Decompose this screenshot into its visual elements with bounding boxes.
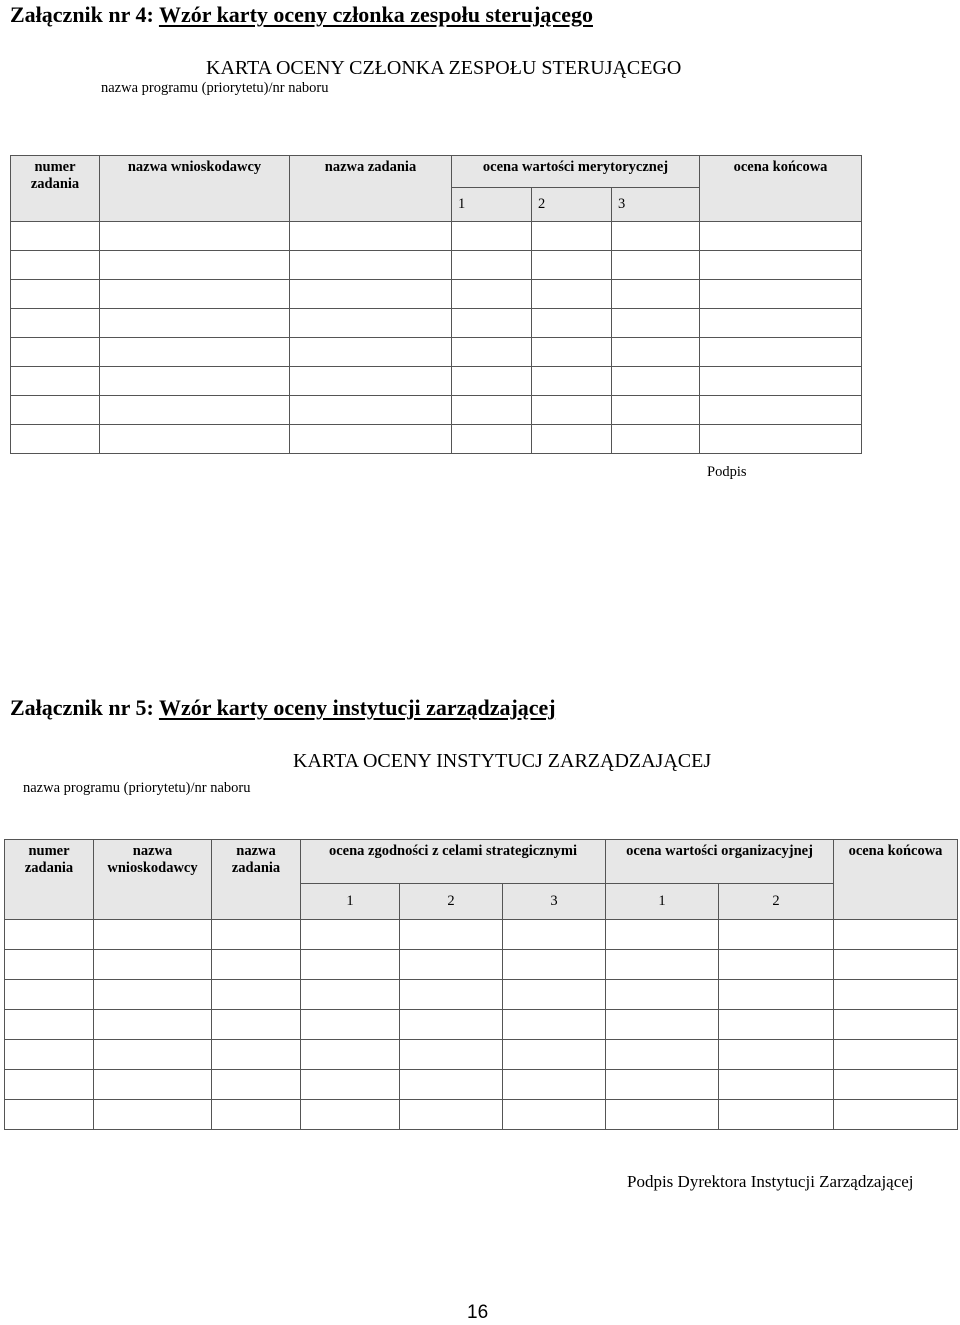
table-cell[interactable]: [503, 950, 606, 980]
section5-signature: Podpis Dyrektora Instytucji Zarządzającej: [627, 1172, 914, 1191]
table-cell[interactable]: [11, 280, 100, 309]
table-row: [11, 367, 862, 396]
table-row: [11, 222, 862, 251]
table-row: [11, 396, 862, 425]
table-cell[interactable]: [612, 338, 700, 367]
table-cell[interactable]: [719, 1100, 834, 1130]
table-cell[interactable]: [612, 309, 700, 338]
table-cell[interactable]: [100, 396, 290, 425]
table-cell[interactable]: [700, 280, 862, 309]
table-cell[interactable]: [94, 1040, 212, 1070]
page-number: 16: [467, 1302, 489, 1323]
table-cell[interactable]: [612, 396, 700, 425]
table-cell[interactable]: [606, 1010, 719, 1040]
col-header-ocena-merytoryczna: ocena wartości merytorycznej: [452, 156, 700, 188]
section5-label: Załącznik nr 5:: [10, 695, 154, 720]
col-header-ocena-koncowa: ocena końcowa: [700, 156, 862, 222]
sub-col-header: 3: [503, 884, 606, 920]
table-cell[interactable]: [301, 920, 400, 950]
section5-card-title: KARTA OCENY INSTYTUCJ ZARZĄDZAJĄCEJ: [293, 750, 712, 772]
sub-col-header: 1: [301, 884, 400, 920]
table-cell[interactable]: [834, 980, 958, 1010]
table-cell[interactable]: [532, 367, 612, 396]
table-cell[interactable]: [532, 338, 612, 367]
table-cell[interactable]: [400, 920, 503, 950]
table-cell[interactable]: [100, 280, 290, 309]
table-cell[interactable]: [612, 425, 700, 454]
table-cell[interactable]: [212, 950, 301, 980]
table-cell[interactable]: [290, 425, 452, 454]
section5-title: Wzór karty oceny instytucji zarządzającej: [158, 695, 556, 720]
table-row: [11, 338, 862, 367]
table-cell[interactable]: [532, 425, 612, 454]
table-cell[interactable]: [834, 950, 958, 980]
table-cell[interactable]: [11, 396, 100, 425]
table-cell[interactable]: [94, 1100, 212, 1130]
table-cell[interactable]: [5, 1070, 94, 1100]
table-row: [5, 1040, 958, 1070]
table-cell[interactable]: [212, 980, 301, 1010]
table-cell[interactable]: [612, 251, 700, 280]
table-cell[interactable]: [212, 1100, 301, 1130]
table-cell[interactable]: [11, 338, 100, 367]
table-cell[interactable]: [400, 1010, 503, 1040]
table-cell[interactable]: [452, 280, 532, 309]
table-cell[interactable]: [452, 367, 532, 396]
table-cell[interactable]: [11, 425, 100, 454]
table-cell[interactable]: [301, 1100, 400, 1130]
table-cell[interactable]: [606, 1040, 719, 1070]
table-cell[interactable]: [94, 950, 212, 980]
table-row: [5, 920, 958, 950]
table-cell[interactable]: [503, 1040, 606, 1070]
table-cell[interactable]: [400, 1070, 503, 1100]
table-cell[interactable]: [719, 950, 834, 980]
table-cell[interactable]: [606, 1100, 719, 1130]
table-cell[interactable]: [452, 222, 532, 251]
section4-table-body: [11, 222, 862, 454]
section4-signature: Podpis: [707, 464, 747, 480]
table-cell[interactable]: [606, 1070, 719, 1100]
section5-table: [4, 839, 958, 1130]
table-cell[interactable]: [606, 950, 719, 980]
col-header-ocena-organizacyjna: ocena wartości organizacyjnej: [606, 840, 834, 884]
section4-program-label: nazwa programu (priorytetu)/nr naboru: [101, 80, 329, 96]
table-cell[interactable]: [532, 251, 612, 280]
section4-label: Załącznik nr 4:: [10, 2, 154, 27]
table-cell[interactable]: [94, 920, 212, 950]
table-cell[interactable]: [834, 1040, 958, 1070]
table-row: [11, 309, 862, 338]
table-cell[interactable]: [301, 950, 400, 980]
col-header-numer-zadania: numer zadania: [5, 840, 94, 920]
table-cell[interactable]: [11, 251, 100, 280]
table-cell[interactable]: [503, 1100, 606, 1130]
table-cell[interactable]: [5, 950, 94, 980]
sub-col-header: 1: [452, 187, 532, 221]
sub-col-header: 2: [532, 187, 612, 221]
table-cell[interactable]: [212, 1010, 301, 1040]
table-cell[interactable]: [100, 222, 290, 251]
sub-col-header: 2: [400, 884, 503, 920]
table-cell[interactable]: [452, 309, 532, 338]
table-cell[interactable]: [5, 1100, 94, 1130]
table-row: [5, 980, 958, 1010]
table-cell[interactable]: [301, 1040, 400, 1070]
table-row: [5, 1070, 958, 1100]
table-cell[interactable]: [532, 222, 612, 251]
table-cell[interactable]: [532, 280, 612, 309]
table-cell[interactable]: [290, 222, 452, 251]
table-cell[interactable]: [606, 980, 719, 1010]
table-cell[interactable]: [503, 1010, 606, 1040]
sub-col-header: 3: [612, 187, 700, 221]
table-cell[interactable]: [212, 920, 301, 950]
table-cell[interactable]: [400, 1040, 503, 1070]
table-cell[interactable]: [612, 280, 700, 309]
table-cell[interactable]: [11, 367, 100, 396]
table-cell[interactable]: [11, 222, 100, 251]
table-cell[interactable]: [700, 367, 862, 396]
table-cell[interactable]: [5, 1010, 94, 1040]
table-row: [5, 1010, 958, 1040]
table-cell[interactable]: [290, 338, 452, 367]
section5-table-body: [5, 920, 958, 1130]
table-cell[interactable]: [532, 396, 612, 425]
table-cell[interactable]: [452, 338, 532, 367]
col-header-nazwa-wnioskodawcy: nazwa wnioskodawcy: [100, 156, 290, 222]
table-cell[interactable]: [5, 980, 94, 1010]
table-cell[interactable]: [290, 280, 452, 309]
table-cell[interactable]: [94, 1070, 212, 1100]
table-cell[interactable]: [400, 980, 503, 1010]
table-cell[interactable]: [5, 1040, 94, 1070]
section4-table: [10, 155, 862, 454]
table-row: [5, 950, 958, 980]
table-cell[interactable]: [452, 396, 532, 425]
table-cell[interactable]: [100, 251, 290, 280]
col-header-ocena-zgodnosci: ocena zgodności z celami strategicznymi: [301, 840, 606, 884]
table-cell[interactable]: [700, 338, 862, 367]
table-cell[interactable]: [700, 309, 862, 338]
section4-heading: [10, 2, 593, 28]
table-cell[interactable]: [612, 222, 700, 251]
col-header-ocena-koncowa: ocena końcowa: [834, 840, 958, 920]
table-cell[interactable]: [719, 1040, 834, 1070]
section5-program-label: nazwa programu (priorytetu)/nr naboru: [23, 780, 251, 796]
table-cell[interactable]: [452, 251, 532, 280]
table-cell[interactable]: [94, 980, 212, 1010]
table-cell[interactable]: [100, 338, 290, 367]
sub-col-header: 2: [719, 884, 834, 920]
table-cell[interactable]: [290, 251, 452, 280]
table-cell[interactable]: [100, 309, 290, 338]
table-cell[interactable]: [719, 980, 834, 1010]
table-cell[interactable]: [503, 980, 606, 1010]
table-cell[interactable]: [301, 980, 400, 1010]
col-header-nazwa-wnioskodawcy: nazwa wnioskodawcy: [94, 840, 212, 920]
table-cell[interactable]: [719, 1070, 834, 1100]
table-cell[interactable]: [290, 309, 452, 338]
col-header-nazwa-zadania: nazwa zadania: [290, 156, 452, 222]
table-cell[interactable]: [301, 1010, 400, 1040]
table-cell[interactable]: [400, 950, 503, 980]
table-cell[interactable]: [834, 1070, 958, 1100]
table-cell[interactable]: [719, 1010, 834, 1040]
table-cell[interactable]: [532, 309, 612, 338]
section4-title: Wzór karty oceny członka zespołu sterującego: [158, 2, 593, 27]
table-cell[interactable]: [503, 920, 606, 950]
table-cell[interactable]: [290, 367, 452, 396]
table-cell[interactable]: [834, 1010, 958, 1040]
table-cell[interactable]: [612, 367, 700, 396]
table-row: [11, 251, 862, 280]
table-cell[interactable]: [301, 1070, 400, 1100]
table-cell[interactable]: [100, 425, 290, 454]
table-row: [5, 1100, 958, 1130]
table-cell[interactable]: [834, 920, 958, 950]
table-cell[interactable]: [700, 251, 862, 280]
table-cell[interactable]: [11, 309, 100, 338]
table-cell[interactable]: [400, 1100, 503, 1130]
table-cell[interactable]: [700, 425, 862, 454]
table-row: [11, 425, 862, 454]
table-cell[interactable]: [5, 920, 94, 950]
table-cell[interactable]: [700, 396, 862, 425]
col-header-numer-zadania: numer zadania: [11, 156, 100, 222]
table-cell[interactable]: [700, 222, 862, 251]
table-cell[interactable]: [100, 367, 290, 396]
table-cell[interactable]: [503, 1070, 606, 1100]
section5-heading: [10, 695, 556, 721]
col-header-nazwa-zadania: nazwa zadania: [212, 840, 301, 920]
table-cell[interactable]: [212, 1040, 301, 1070]
table-row: [11, 280, 862, 309]
table-cell[interactable]: [606, 920, 719, 950]
table-cell[interactable]: [94, 1010, 212, 1040]
section4-card-title: KARTA OCENY CZŁONKA ZESPOŁU STERUJĄCEGO: [206, 57, 682, 79]
table-cell[interactable]: [290, 396, 452, 425]
table-cell[interactable]: [834, 1100, 958, 1130]
sub-col-header: 1: [606, 884, 719, 920]
table-cell[interactable]: [212, 1070, 301, 1100]
table-cell[interactable]: [452, 425, 532, 454]
table-cell[interactable]: [719, 920, 834, 950]
